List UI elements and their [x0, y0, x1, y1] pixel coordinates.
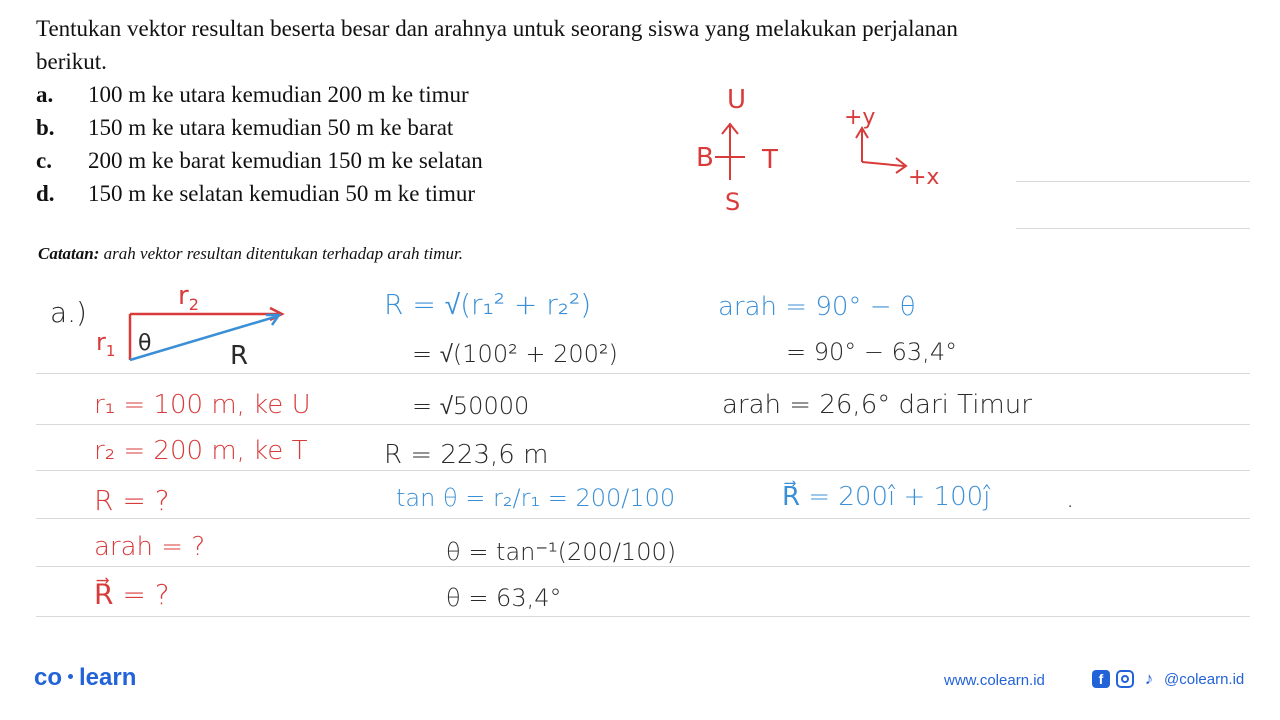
rule-line: [36, 424, 1250, 425]
rule-line: [36, 566, 1250, 567]
magnitude-formula: R = √(r₁² + r₂²): [384, 288, 592, 321]
theta-inverse: θ = tan⁻¹(200/100): [446, 538, 677, 566]
note-label: Catatan:: [38, 244, 100, 263]
vector-triangle: [90, 278, 300, 371]
tiktok-icon[interactable]: ♪: [1144, 669, 1154, 688]
rule-line: [1016, 181, 1250, 182]
direction-substitute: = 90° − 63,4°: [786, 338, 958, 366]
given-arah: arah = ?: [94, 532, 206, 562]
option-c: c. 200 m ke barat kemudian 150 m ke selatan: [36, 148, 483, 173]
brand-dot: [68, 674, 73, 679]
social-links: [1092, 670, 1244, 688]
part-label: a.): [50, 296, 87, 329]
given-R: R = ?: [94, 484, 170, 517]
compass-south: S: [725, 188, 741, 216]
option-b: b. 150 m ke utara kemudian 50 m ke barat: [36, 115, 454, 140]
rule-line: [36, 470, 1250, 471]
note-text: arah vektor resultan ditentukan terhadap arah timur.: [103, 244, 463, 263]
trailing-dot: .: [1066, 484, 1075, 514]
option-a: a. 100 m ke utara kemudian 200 m ke timur: [36, 82, 469, 107]
instagram-icon[interactable]: [1116, 670, 1134, 688]
footer: [0, 652, 1280, 720]
axis-x-label: +x: [908, 165, 940, 190]
magnitude-substitute: = √(100² + 200²): [412, 340, 618, 368]
label-R: R: [230, 341, 249, 371]
magnitude-result: R = 223,6 m: [384, 440, 549, 470]
compass-north: U: [727, 85, 747, 115]
label-r1-sub: 1: [105, 342, 116, 360]
theta-result: θ = 63,4°: [446, 584, 562, 612]
axes-diagram: [840, 100, 960, 190]
site-link[interactable]: www.colearn.id: [944, 672, 1045, 689]
svg-text:r2: [178, 281, 199, 314]
rule-line: [1016, 228, 1250, 229]
axis-y-label: +y: [844, 105, 876, 130]
label-r2: r: [178, 281, 189, 311]
resultant-vector: R⃗ = 200î + 100ĵ: [782, 482, 991, 512]
compass-east: T: [762, 145, 778, 175]
facebook-icon[interactable]: f: [1092, 670, 1110, 688]
direction-result: arah = 26,6° dari Timur: [722, 390, 1032, 420]
brand-logo: co learn: [34, 664, 137, 691]
svg-text:r1: [96, 328, 115, 360]
magnitude-sum: = √50000: [412, 392, 530, 420]
note: [38, 244, 463, 264]
rule-line: [36, 616, 1250, 617]
given-r2: r₂ = 200 m, ke T: [94, 436, 308, 466]
direction-formula: arah = 90° − θ: [718, 292, 916, 322]
rule-line: [36, 518, 1250, 519]
compass-diagram: [696, 80, 810, 216]
rule-line: [36, 373, 1250, 374]
label-theta: θ: [138, 331, 152, 356]
problem-intro: Tentukan vektor resultan beserta besar dan arahnya untuk seorang siswa yang melakukan perjalanan berikut.: [36, 16, 958, 74]
social-handle[interactable]: @colearn.id: [1164, 670, 1245, 688]
tan-theta: tan θ = r₂/r₁ = 200/100: [396, 484, 676, 512]
compass-west: B: [696, 143, 714, 173]
given-Rvec: R⃗ = ?: [94, 578, 170, 611]
given-r1: r₁ = 100 m, ke U: [94, 390, 311, 420]
label-r1: r: [96, 328, 106, 356]
option-d: d. 150 m ke selatan kemudian 50 m ke timur: [36, 181, 476, 206]
label-r2-sub: 2: [188, 295, 199, 314]
